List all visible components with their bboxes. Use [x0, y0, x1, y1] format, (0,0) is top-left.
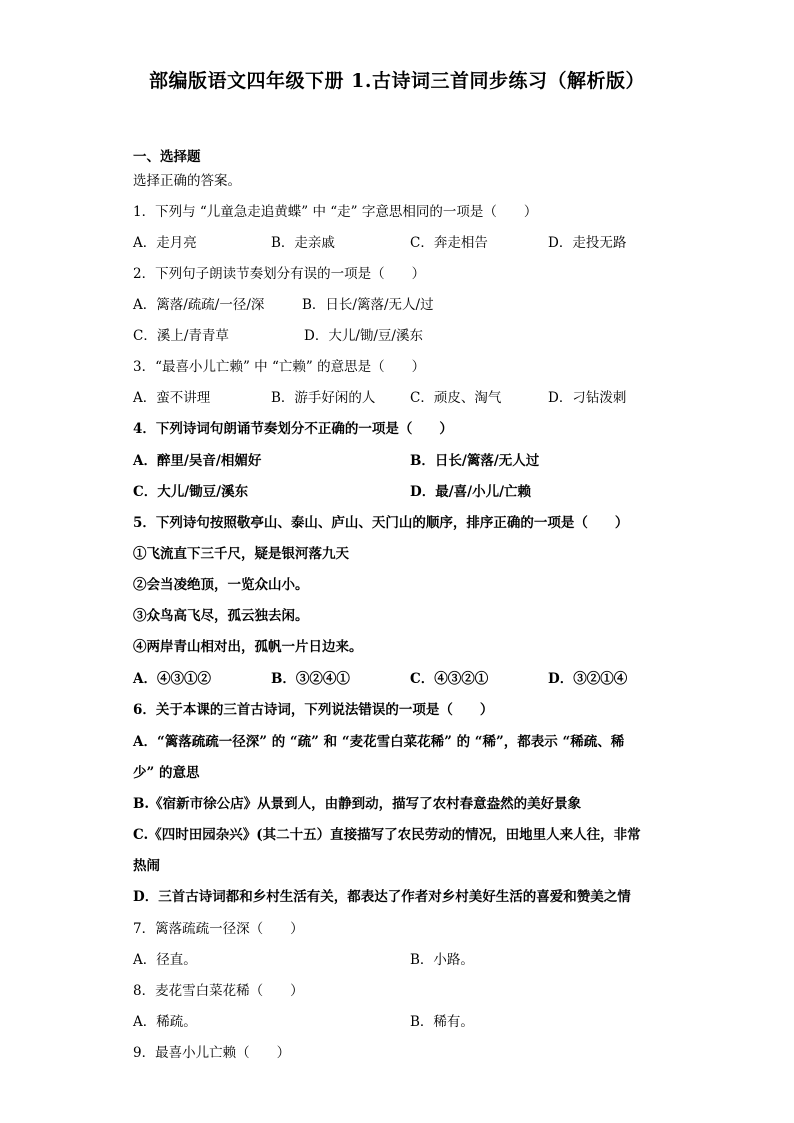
q4-option-b[interactable]: B．日长/篱落/无人过: [410, 453, 540, 469]
question-4-stem: 4．下列诗词句朗诵节奏划分不正确的一项是（ ）: [133, 421, 453, 437]
question-9-stem: 9．最喜小儿亡赖（ ）: [133, 1045, 291, 1061]
q5-option-d[interactable]: D．③②①④: [548, 671, 628, 687]
q6-option-a-line2: 少” 的意思: [133, 765, 200, 781]
page-title: 部编版语文四年级下册 1.古诗词三首同步练习（解析版）: [149, 70, 645, 92]
q3-option-c[interactable]: C．顽皮、淘气: [410, 390, 502, 406]
q3-option-d[interactable]: D．刁钻泼刺: [548, 390, 627, 406]
q5-item-4: ④两岸青山相对出，孤帆一片日边来。: [133, 639, 363, 655]
section-heading: 一、选择题: [133, 149, 201, 165]
q5-item-1: ①飞流直下三千尺，疑是银河落九天: [133, 546, 349, 562]
q5-option-c[interactable]: C．④③②①: [410, 671, 489, 687]
question-8-stem: 8．麦花雪白菜花稀（ ）: [133, 983, 304, 999]
question-1-stem: 1．下列与 “儿童急走追黄蝶” 中 “走” 字意思相同的一项是（ ）: [133, 204, 538, 220]
q3-option-a[interactable]: A．蛮不讲理: [133, 390, 211, 406]
q2-option-c[interactable]: C．溪上/青青草: [133, 328, 229, 344]
q6-option-c-line1[interactable]: C.《四时田园杂兴》(其二十五）直接描写了农民劳动的情况，田地里人来人往，非常: [133, 827, 641, 843]
q6-option-d[interactable]: D．三首古诗词都和乡村生活有关，都表达了作者对乡村美好生活的喜爱和赞美之情: [133, 889, 631, 905]
question-7-stem: 7．篱落疏疏一径深（ ）: [133, 921, 304, 937]
section-instruction: 选择正确的答案。: [133, 173, 241, 189]
question-5-stem: 5．下列诗句按照敬亭山、泰山、庐山、天门山的顺序，排序正确的一项是（ ）: [133, 515, 629, 531]
q5-option-a[interactable]: A．④③①②: [133, 671, 211, 687]
q1-option-d[interactable]: D．走投无路: [548, 235, 627, 251]
q1-option-b[interactable]: B．走亲戚: [271, 235, 335, 251]
q5-option-b[interactable]: B．③②④①: [271, 671, 350, 687]
q4-option-a[interactable]: A．醉里/吴音/相媚好: [133, 453, 262, 469]
q8-option-b[interactable]: B．稀有。: [410, 1014, 474, 1030]
question-3-stem: 3．“最喜小儿亡赖” 中 “亡赖” 的意思是（ ）: [133, 359, 426, 375]
q8-option-a[interactable]: A．稀疏。: [133, 1014, 197, 1030]
q4-option-d[interactable]: D．最/喜/小儿/亡赖: [410, 484, 531, 500]
q6-option-c-line2: 热闹: [133, 858, 160, 874]
question-2-stem: 2．下列句子朗读节奏划分有误的一项是（ ）: [133, 266, 426, 282]
q2-option-a[interactable]: A．篱落/疏疏/一径/深: [133, 297, 265, 313]
q3-option-b[interactable]: B．游手好闲的人: [271, 390, 376, 406]
q6-option-b[interactable]: B.《宿新市徐公店》从景到人，由静到动，描写了农村春意盎然的美好景象: [133, 796, 582, 812]
q7-option-b[interactable]: B．小路。: [410, 952, 474, 968]
q7-option-a[interactable]: A．径直。: [133, 952, 197, 968]
q4-option-c[interactable]: C．大儿/锄豆/溪东: [133, 484, 249, 500]
q2-option-b[interactable]: B．日长/篱落/无人/过: [302, 297, 434, 313]
q1-option-c[interactable]: C．奔走相告: [410, 235, 488, 251]
q6-option-a-line1[interactable]: A．“篱落疏疏一径深” 的 “疏” 和 “麦花雪白菜花稀” 的 “稀”，都表示 “稀疏、稀: [133, 734, 625, 750]
q1-option-a[interactable]: A．走月亮: [133, 235, 197, 251]
q2-option-d[interactable]: D．大儿/锄/豆/溪东: [304, 328, 423, 344]
q5-item-3: ③众鸟高飞尽，孤云独去闲。: [133, 608, 309, 624]
q5-item-2: ②会当凌绝顶，一览众山小。: [133, 577, 309, 593]
question-6-stem: 6．关于本课的三首古诗词，下列说法错误的一项是（ ）: [133, 702, 494, 718]
